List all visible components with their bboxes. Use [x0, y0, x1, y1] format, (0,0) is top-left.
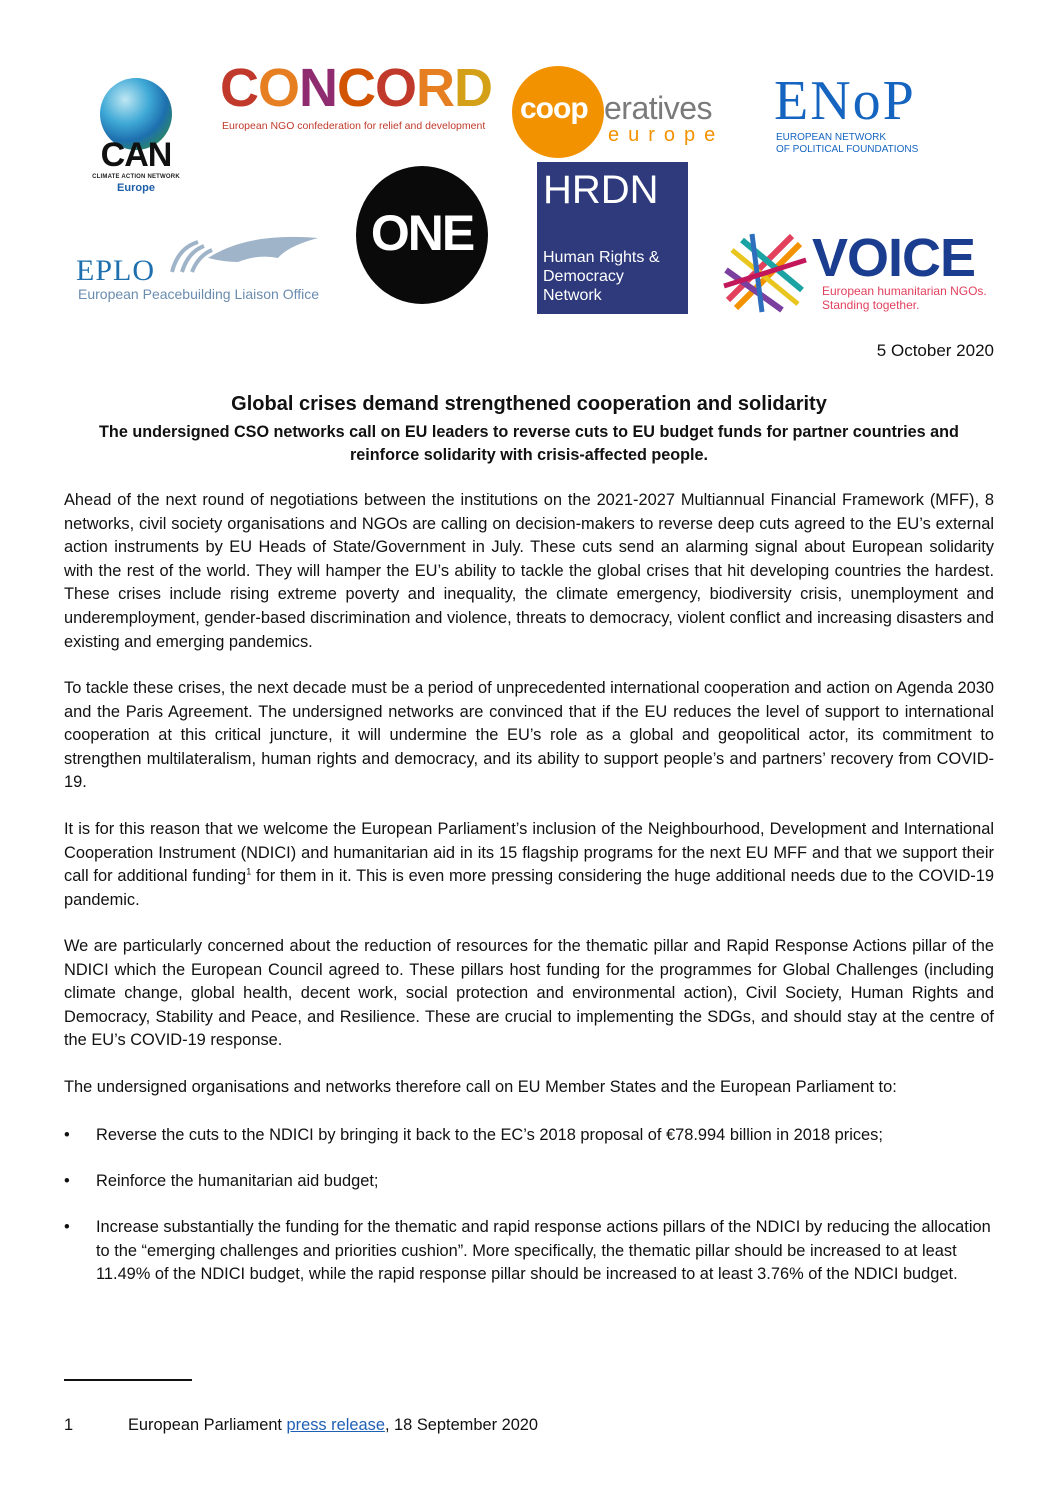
hrdn-sub-line-3: Network [543, 287, 602, 304]
press-release-link[interactable]: press release [286, 1416, 385, 1434]
can-logo-name: CAN [100, 136, 172, 174]
footnote-prefix: European Parliament [128, 1416, 287, 1434]
can-europe-logo [92, 78, 202, 206]
voice-sub-line-1: European humanitarian NGOs. [822, 284, 987, 298]
hrdn-sub-line-1: Human Rights & [543, 249, 660, 266]
document-title: Global crises demand strengthened cooperation and solidarity [231, 393, 827, 415]
enop-sub-line-1: EUROPEAN NETWORK [776, 132, 887, 143]
paragraph-4: We are particularly concerned about the reduction of resources for the thematic pillar and Rapid Response Actions pillar of the NDICI which the European Council agreed to. These pillars host funding for the programmes for Global Challenges (including climate change, global health, decent work, social protection and environmental action), Civil Society, Human Rights and Democracy, Stability and Peace, and Resilience. These are crucial to implementing the SDGs, and should stay at the centre of the EU’s COVID-19 response. [64, 937, 994, 1050]
eplo-logo [76, 228, 332, 308]
dove-icon [168, 228, 328, 280]
enop-logo-subtitle [776, 132, 918, 156]
eplo-logo-name: EPLO [76, 254, 155, 287]
eplo-logo-subtitle: European Peacebuilding Liaison Office [78, 286, 320, 302]
coop-logo-circle-text: coop [520, 92, 588, 125]
hrdn-sub-line-2: Democracy [543, 268, 624, 285]
enop-logo [774, 70, 994, 160]
paragraph-5: The undersigned organisations and networks therefore call on EU Member States and the European Parliament to: [64, 1078, 897, 1096]
one-logo [356, 166, 488, 304]
concord-logo-subtitle: European NGO confederation for relief and development [222, 120, 486, 132]
hrdn-logo-subtitle [543, 248, 660, 305]
enop-sub-line-2: OF POLITICAL FOUNDATIONS [776, 144, 919, 155]
list-item-text: Reinforce the humanitarian aid budget; [96, 1172, 379, 1190]
document-subtitle: The undersigned CSO networks call on EU leaders to reverse cuts to EU budget funds for partner countries and reinforce solidarity with crisis-affected people. [99, 423, 959, 464]
colored-stripes-icon [722, 230, 808, 314]
bullet-icon: • [64, 1126, 70, 1144]
footnote-suffix: , 18 September 2020 [384, 1416, 539, 1434]
bullet-icon: • [64, 1218, 70, 1236]
paragraph-3-text-a: It is for this reason that we welcome the European Parliament’s inclusion of the Neighbourhood, Development and International Cooperation Instrument (NDICI) and humanitarian aid in its 15 flagship programs for the next EU MFF and that we support their call for additional funding [64, 820, 994, 886]
cooperatives-europe-logo [512, 66, 762, 158]
one-logo-name: ONE [370, 205, 474, 261]
hrdn-logo [537, 162, 688, 314]
coop-logo-word: eratives [604, 90, 713, 126]
list-item-text: Reverse the cuts to the NDICI by bringing it back to the EC’s 2018 proposal of €78.994 billion in 2018 prices; [96, 1126, 883, 1144]
footnote-divider [64, 1379, 192, 1381]
paragraph-1: Ahead of the next round of negotiations between the institutions on the 2021-2027 Multiannual Financial Framework (MFF), 8 networks, civil society organisations and NGOs are calling on decision-makers to reverse deep cuts agreed to the EU’s external action instruments by EU Heads of State/Government in July. These cuts send an alarming signal about European solidarity with the rest of the world. They will hamper the EU’s ability to tackle the global crises that hit developing countries the hardest. These crises include rising extreme poverty and inequality, the climate emergency, biodiversity crisis, unemployment and underemployment, gender-based discrimination and violence, threats to democracy, violent conflict and increasing disasters and existing and emerging pandemics. [64, 491, 994, 651]
voice-logo-subtitle [822, 284, 987, 312]
can-logo-region: Europe [117, 182, 155, 194]
list-item-text: Increase substantially the funding for the thematic and rapid response actions pillars of the NDICI by reducing the allocation to the “emerging challenges and priorities cushion”. More specifically, the thematic pillar should be increased to at least 11.49% of the NDICI budget, while the rapid response pillar should be increased to at least 3.76% of the NDICI budget. [96, 1218, 991, 1284]
paragraph-2: To tackle these crises, the next decade must be a period of unprecedented international cooperation and action on Agenda 2030 and the Paris Agreement. The undersigned networks are convinced that if the EU reduces the level of support to international cooperation at this critical juncture, it will undermine the EU’s role as a global and geopolitical actor, its commitment to strengthen multilateralism, human rights and democracy, and its ability to support people’s and partners’ recovery from COVID-19. [64, 679, 994, 792]
footnote-reference[interactable]: 1 [246, 866, 252, 877]
paragraph-3-text-b: for them in it. This is even more pressing considering the huge additional needs due to the COVID-19 pandemic. [64, 867, 994, 909]
voice-logo-name: VOICE [812, 228, 976, 288]
enop-logo-name: ENoP [774, 70, 916, 132]
can-logo-subtitle: CLIMATE ACTION NETWORK [92, 174, 180, 180]
footnote-text [128, 1416, 538, 1435]
bullet-icon: • [64, 1172, 70, 1190]
coop-logo-europe: europe [608, 124, 725, 146]
hrdn-logo-name: HRDN [543, 168, 659, 212]
concord-logo [220, 58, 512, 138]
voice-logo [722, 230, 994, 314]
paragraph-3 [64, 818, 994, 912]
footnote-number: 1 [64, 1416, 74, 1434]
document-date: 5 October 2020 [876, 341, 994, 360]
voice-sub-line-2: Standing together. [822, 298, 920, 312]
concord-logo-word: CONCORD [220, 58, 493, 118]
